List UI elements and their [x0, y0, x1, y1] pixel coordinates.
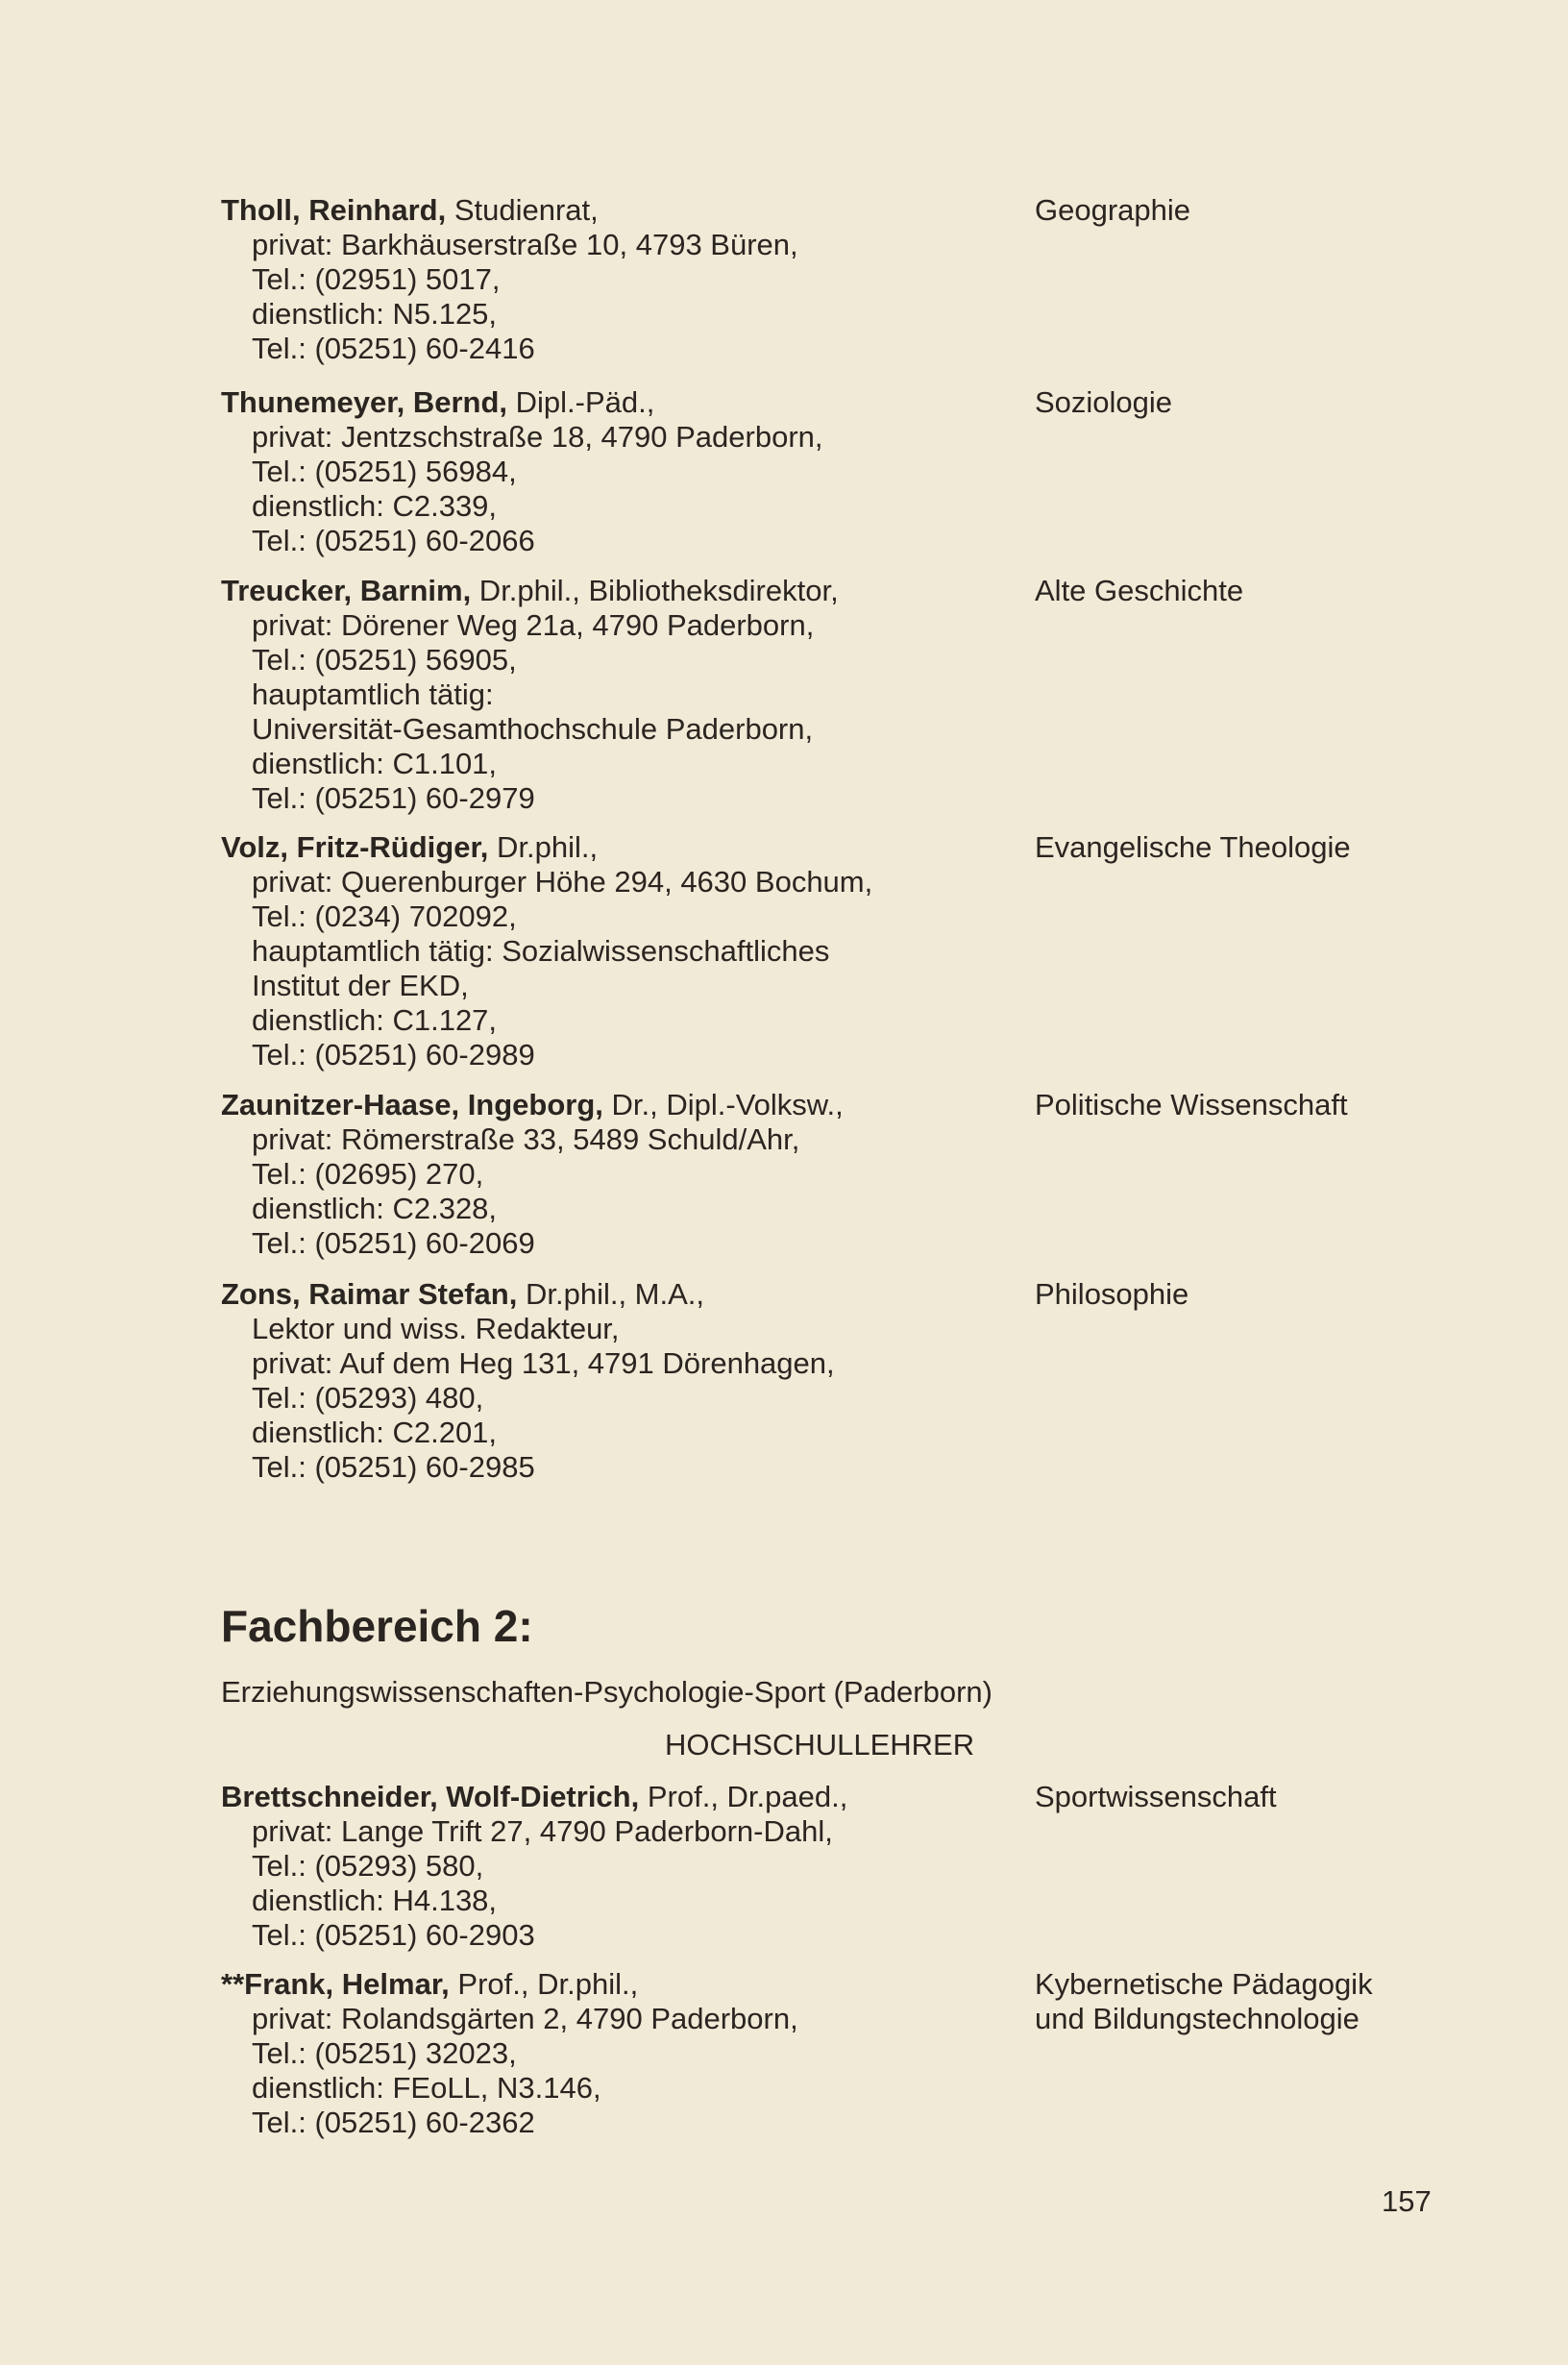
entry-subject: Sportwissenschaft [1035, 1780, 1277, 1813]
entry-line: Tel.: (05293) 480, [252, 1381, 484, 1415]
page-number: 157 [1382, 2184, 1432, 2218]
entry-name: Thunemeyer, Bernd, [221, 385, 508, 419]
entry-subject: Soziologie [1035, 385, 1173, 419]
entry-line: privat: Römerstraße 33, 5489 Schuld/Ahr, [252, 1122, 800, 1156]
entry-line: privat: Auf dem Heg 131, 4791 Dörenhagen, [252, 1346, 835, 1380]
entry-subject: Geographie [1035, 193, 1191, 227]
entry-line: dienstlich: C1.101, [252, 747, 498, 780]
entry-line: privat: Lange Trift 27, 4790 Paderborn-Dahl, [252, 1814, 833, 1848]
entry-line: dienstlich: C2.201, [252, 1416, 498, 1449]
entry-line: Tel.: (05251) 60-2985 [252, 1450, 535, 1484]
entry-subject: Alte Geschichte [1035, 574, 1244, 607]
section-subheading: Erziehungswissenschaften-Psychologie-Sport (Paderborn) [221, 1675, 992, 1709]
entry-line: Tel.: (0234) 702092, [252, 899, 517, 933]
entry-header [221, 1277, 1018, 1312]
entry-name: Treucker, Barnim, [221, 574, 472, 607]
entry-subject: Philosophie [1035, 1277, 1189, 1311]
entry-line: Tel.: (05251) 60-2979 [252, 781, 535, 815]
entry-header [221, 1967, 1018, 2002]
entry-header [221, 385, 1018, 420]
entry-name: Brettschneider, Wolf-Dietrich, [221, 1780, 640, 1813]
entry-line: dienstlich: C1.127, [252, 1003, 498, 1037]
entry-line: Tel.: (05251) 60-2416 [252, 332, 535, 365]
entry-line: dienstlich: C2.328, [252, 1192, 498, 1225]
section-heading: Fachbereich 2: [221, 1601, 533, 1651]
entry-title: Dr.phil., M.A., [517, 1277, 705, 1311]
entry-line: Tel.: (02951) 5017, [252, 262, 501, 296]
entry-subject: Kybernetische Pädagogik [1035, 1967, 1373, 2001]
entry-line: Tel.: (05251) 60-2362 [252, 2106, 535, 2139]
entry-line: Tel.: (05251) 60-2903 [252, 1918, 535, 1952]
entry-line: hauptamtlich tätig: [252, 677, 494, 711]
section-label: HOCHSCHULLEHRER [665, 1728, 975, 1761]
entry-line: dienstlich: H4.138, [252, 1884, 498, 1917]
entry-line: Lektor und wiss. Redakteur, [252, 1312, 620, 1345]
entry-name: Zons, Raimar Stefan, [221, 1277, 518, 1311]
entry-line: Tel.: (05251) 60-2989 [252, 1038, 535, 1072]
entry-line: privat: Querenburger Höhe 294, 4630 Bochum, [252, 865, 873, 899]
entry-line: Tel.: (02695) 270, [252, 1157, 484, 1191]
entry-line: Universität-Gesamthochschule Paderborn, [252, 712, 814, 746]
entry-name: Tholl, Reinhard, [221, 193, 447, 227]
entry-line: Tel.: (05251) 56905, [252, 643, 517, 677]
entry-line: privat: Rolandsgärten 2, 4790 Paderborn, [252, 2002, 798, 2035]
entry-subject: und Bildungstechnologie [1035, 2002, 1360, 2035]
entry-line: Tel.: (05251) 60-2066 [252, 524, 535, 557]
entry-line: hauptamtlich tätig: Sozialwissenschaftliches [252, 934, 830, 968]
entry-line: Tel.: (05293) 580, [252, 1849, 484, 1883]
entry-name: Volz, Fritz-Rüdiger, [221, 830, 489, 864]
entry-line: dienstlich: N5.125, [252, 297, 498, 331]
entry-header [221, 830, 1018, 865]
entry-line: Tel.: (05251) 56984, [252, 455, 517, 488]
entry-line: Tel.: (05251) 32023, [252, 2036, 517, 2070]
entry-title: Dr.phil., [488, 830, 599, 864]
entry-title: Dr., Dipl.-Volksw., [602, 1088, 844, 1121]
entry-title: Prof., Dr.paed., [639, 1780, 848, 1813]
entry-name: **Frank, Helmar, [221, 1967, 450, 2001]
entry-subject: Evangelische Theologie [1035, 830, 1351, 864]
entry-header [221, 193, 1018, 228]
entry-header [221, 574, 1018, 608]
entry-line: privat: Jentzschstraße 18, 4790 Paderborn, [252, 420, 823, 454]
entry-line: dienstlich: C2.339, [252, 489, 498, 523]
entry-header [221, 1780, 1018, 1814]
entry-name: Zaunitzer-Haase, Ingeborg, [221, 1088, 603, 1121]
entry-line: Tel.: (05251) 60-2069 [252, 1226, 535, 1260]
entry-title: Dr.phil., Bibliotheksdirektor, [471, 574, 839, 607]
entry-title: Dipl.-Päd., [507, 385, 655, 419]
entry-header [221, 1088, 1018, 1122]
entry-subject: Politische Wissenschaft [1035, 1088, 1348, 1121]
entry-line: dienstlich: FEoLL, N3.146, [252, 2071, 601, 2105]
entry-line: Institut der EKD, [252, 969, 469, 1002]
entry-line: privat: Barkhäuserstraße 10, 4793 Büren, [252, 228, 798, 261]
entry-line: privat: Dörener Weg 21a, 4790 Paderborn, [252, 608, 815, 642]
entry-title: Prof., Dr.phil., [449, 1967, 639, 2001]
entry-title: Studienrat, [446, 193, 599, 227]
